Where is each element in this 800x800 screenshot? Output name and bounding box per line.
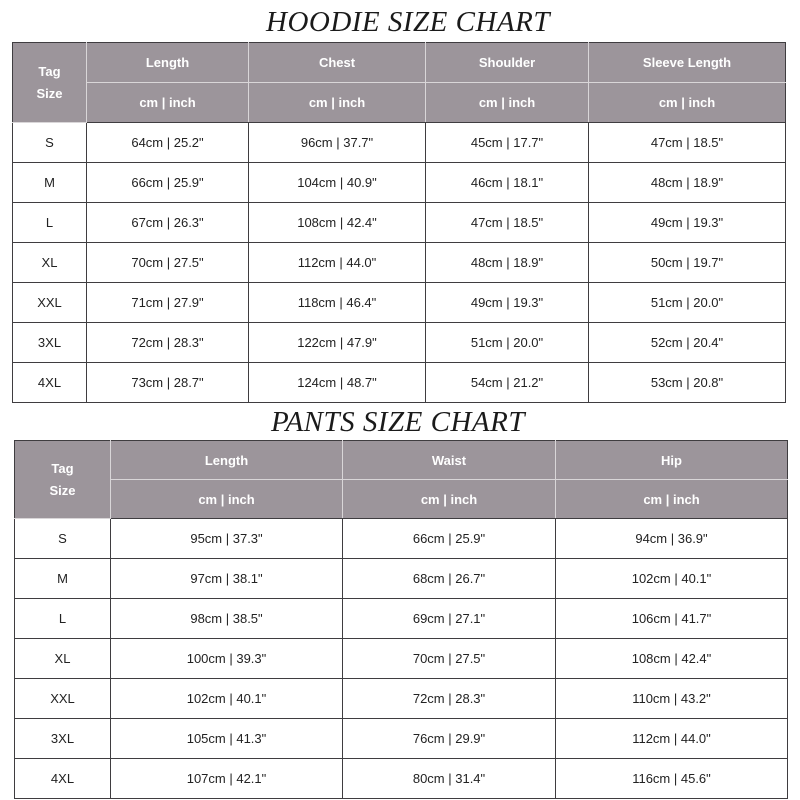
tag-size-header [15,441,111,519]
value-cell: 48cm | 18.9" [589,163,786,203]
value-cell: 64cm | 25.2" [87,123,249,163]
column-header-sleeve-length: Sleeve Length [589,43,786,83]
size-cell: L [15,599,111,639]
table-row [13,123,786,163]
value-cell: 96cm | 37.7" [249,123,426,163]
value-cell: 66cm | 25.9" [87,163,249,203]
tag-size-label: Tag Size [36,63,63,101]
table-row [13,283,786,323]
value-cell: 118cm | 46.4" [249,283,426,323]
value-cell: 110cm | 43.2" [556,679,788,719]
value-cell: 51cm | 20.0" [589,283,786,323]
value-cell: 52cm | 20.4" [589,323,786,363]
table-row [15,519,788,559]
value-cell: 53cm | 20.8" [589,363,786,403]
value-cell: 54cm | 21.2" [426,363,589,403]
value-cell: 97cm | 38.1" [111,559,343,599]
column-header-hip: Hip [556,441,788,480]
unit-header: cm | inch [111,480,343,519]
column-header-waist: Waist [343,441,556,480]
table-row [15,559,788,599]
table-row [13,363,786,403]
value-cell: 108cm | 42.4" [249,203,426,243]
value-cell: 105cm | 41.3" [111,719,343,759]
value-cell: 104cm | 40.9" [249,163,426,203]
value-cell: 76cm | 29.9" [343,719,556,759]
value-cell: 50cm | 19.7" [589,243,786,283]
value-cell: 122cm | 47.9" [249,323,426,363]
size-cell: M [15,559,111,599]
table-row [15,599,788,639]
table-row [13,243,786,283]
value-cell: 108cm | 42.4" [556,639,788,679]
column-header-chest: Chest [249,43,426,83]
column-header-shoulder: Shoulder [426,43,589,83]
value-cell: 95cm | 37.3" [111,519,343,559]
unit-header-row [15,480,788,519]
value-cell: 100cm | 39.3" [111,639,343,679]
value-cell: 48cm | 18.9" [426,243,589,283]
value-cell: 49cm | 19.3" [426,283,589,323]
table-header-row [13,43,786,83]
value-cell: 47cm | 18.5" [426,203,589,243]
table-header-row [15,441,788,480]
value-cell: 80cm | 31.4" [343,759,556,799]
value-cell: 73cm | 28.7" [87,363,249,403]
size-cell: M [13,163,87,203]
unit-header: cm | inch [87,83,249,123]
value-cell: 69cm | 27.1" [343,599,556,639]
value-cell: 116cm | 45.6" [556,759,788,799]
table-row [13,203,786,243]
unit-header-row [13,83,786,123]
unit-header: cm | inch [249,83,426,123]
value-cell: 66cm | 25.9" [343,519,556,559]
value-cell: 46cm | 18.1" [426,163,589,203]
value-cell: 98cm | 38.5" [111,599,343,639]
value-cell: 112cm | 44.0" [556,719,788,759]
value-cell: 94cm | 36.9" [556,519,788,559]
value-cell: 67cm | 26.3" [87,203,249,243]
tag-size-header [13,43,87,123]
value-cell: 70cm | 27.5" [343,639,556,679]
pants-chart-title: PANTS SIZE CHART [270,406,525,438]
value-cell: 124cm | 48.7" [249,363,426,403]
size-cell: L [13,203,87,243]
value-cell: 102cm | 40.1" [111,679,343,719]
unit-header: cm | inch [426,83,589,123]
value-cell: 47cm | 18.5" [589,123,786,163]
value-cell: 70cm | 27.5" [87,243,249,283]
size-cell: XXL [15,679,111,719]
size-cell: XL [13,243,87,283]
value-cell: 112cm | 44.0" [249,243,426,283]
value-cell: 49cm | 19.3" [589,203,786,243]
value-cell: 68cm | 26.7" [343,559,556,599]
size-cell: 4XL [13,363,87,403]
tag-size-label: Tag Size [49,460,76,498]
size-cell: S [13,123,87,163]
size-cell: XL [15,639,111,679]
table-row [13,163,786,203]
value-cell: 107cm | 42.1" [111,759,343,799]
table-row [15,719,788,759]
size-cell: 3XL [13,323,87,363]
unit-header: cm | inch [556,480,788,519]
size-cell: S [15,519,111,559]
table-row [15,679,788,719]
hoodie-chart-title: HOODIE SIZE CHART [266,6,550,38]
value-cell: 72cm | 28.3" [343,679,556,719]
pants-size-table [14,440,788,799]
size-cell: 3XL [15,719,111,759]
column-header-length: Length [111,441,343,480]
size-cell: XXL [13,283,87,323]
unit-header: cm | inch [589,83,786,123]
table-row [15,759,788,799]
table-row [13,323,786,363]
column-header-length: Length [87,43,249,83]
table-row [15,639,788,679]
size-cell: 4XL [15,759,111,799]
value-cell: 106cm | 41.7" [556,599,788,639]
unit-header: cm | inch [343,480,556,519]
value-cell: 51cm | 20.0" [426,323,589,363]
value-cell: 45cm | 17.7" [426,123,589,163]
value-cell: 72cm | 28.3" [87,323,249,363]
hoodie-size-table [12,42,786,403]
value-cell: 71cm | 27.9" [87,283,249,323]
value-cell: 102cm | 40.1" [556,559,788,599]
